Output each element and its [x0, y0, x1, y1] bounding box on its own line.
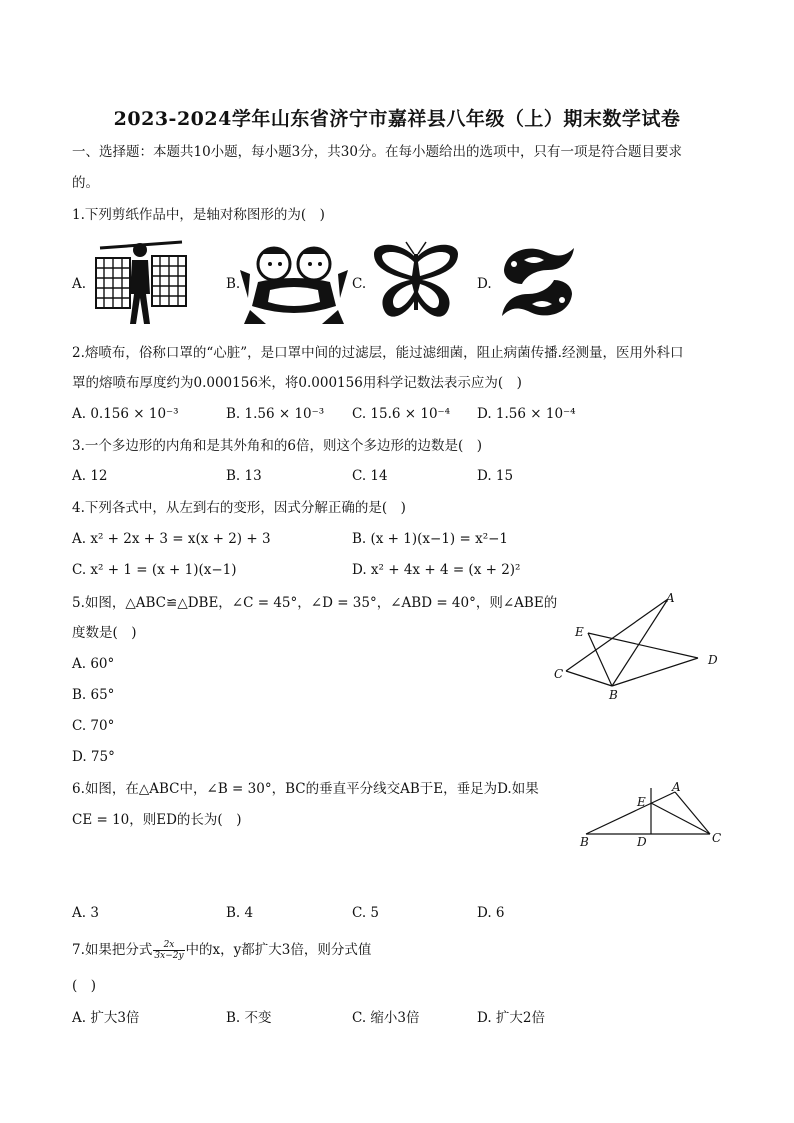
q7-fraction [153, 940, 184, 961]
q4-option-a: A. x² + 2x + 3 = x(x + 2) + 3 [72, 531, 271, 547]
q7-option-d: D. 扩大2倍 [477, 1010, 546, 1026]
q3-stem: 3.一个多边形的内角和是其外角和的6倍，则这个多边形的边数是( ) [72, 438, 483, 454]
q4-option-d: D. x² + 4x + 4 = (x + 2)² [352, 562, 521, 578]
q1-option-d-label: D. [477, 276, 492, 292]
q6-option-b: B. 4 [226, 905, 254, 921]
q2-option-b: B. 1.56 × 10⁻³ [226, 406, 325, 422]
segment-bd [612, 658, 698, 686]
point-label-d: D [637, 835, 647, 849]
q3-option-c: C. 14 [352, 468, 388, 484]
q4-option-b: B. (x + 1)(x−1) = x²−1 [352, 531, 509, 547]
point-label-b: B [580, 835, 589, 849]
segment-ec [651, 803, 710, 834]
q2-option-a: A. 0.156 × 10⁻³ [72, 406, 179, 422]
point-label-c: C [554, 667, 564, 681]
q7-fraction-numerator: 2x [153, 940, 184, 951]
q2-stem-line2: 罩的熔喷布厚度约为0.000156米，将0.000156用科学记数法表示应为( ) [72, 375, 522, 391]
q6-option-d: D. 6 [477, 905, 505, 921]
section-heading-line2: 的。 [72, 175, 99, 191]
q7-stem-suffix: 中的x，y都扩大3倍，则分式值 [185, 942, 372, 958]
q7-option-c: C. 缩小3倍 [352, 1010, 420, 1026]
q1-option-c-label: C. [352, 276, 367, 292]
q3-option-d: D. 15 [477, 468, 514, 484]
q5-triangle-figure [548, 590, 730, 702]
q6-stem-line1: 6.如图，在△ABC中，∠B = 30°，BC的垂直平分线交AB于E，垂足为D.如果 [72, 781, 539, 797]
q5-option-d: D. 75° [72, 749, 115, 765]
segment-cb [566, 671, 612, 686]
segment-ba [586, 792, 675, 834]
q7-stem-line2: ( ) [72, 978, 97, 994]
q2-option-d: D. 1.56 × 10⁻⁴ [477, 406, 576, 422]
q4-option-c: C. x² + 1 = (x + 1)(x−1) [72, 562, 237, 578]
q1-option-b-label: B. [226, 276, 241, 292]
q4-stem: 4.下列各式中，从左到右的变形，因式分解正确的是( ) [72, 500, 406, 516]
point-label-a: A [666, 591, 675, 605]
q5-option-a: A. 60° [72, 656, 115, 672]
papercut-two-fish-image [496, 240, 580, 324]
q5-option-b: B. 65° [72, 687, 115, 703]
q5-stem-line1: 5.如图，△ABC≌△DBE，∠C = 45°，∠D = 35°，∠ABD = 40°，则∠ABE的 [72, 595, 558, 611]
q7-fraction-denominator: 3x−2y [154, 951, 184, 961]
papercut-porter-image [90, 236, 190, 328]
segment-ac [675, 792, 710, 834]
q7-option-a: A. 扩大3倍 [72, 1010, 140, 1026]
q7-stem-line1 [72, 940, 371, 961]
point-label-e: E [637, 795, 646, 809]
q6-option-a: A. 3 [72, 905, 99, 921]
q6-option-c: C. 5 [352, 905, 380, 921]
q3-option-a: A. 12 [72, 468, 108, 484]
point-label-b: B [609, 688, 618, 702]
q6-stem-line2: CE = 10，则ED的长为( ) [72, 812, 242, 828]
papercut-butterfly-image [370, 240, 462, 326]
q2-stem-line1: 2.熔喷布，俗称口罩的“心脏”，是口罩中间的过滤层，能过滤细菌，阻止病菌传播.经测量，医用外科口 [72, 345, 684, 361]
segment-ab [612, 599, 668, 686]
q5-stem-line2: 度数是( ) [72, 625, 137, 641]
q5-option-c: C. 70° [72, 718, 115, 734]
section-heading-line1: 一、选择题：本题共10小题，每小题3分，共30分。在每小题给出的选项中，只有一项是符合题目要求 [72, 144, 682, 160]
q1-stem: 1.下列剪纸作品中，是轴对称图形的为( ) [72, 207, 325, 223]
page-title: 2023-2024学年山东省济宁市嘉祥县八年级（上）期末数学试卷 [113, 108, 681, 130]
q7-option-b: B. 不变 [226, 1010, 272, 1026]
q3-option-b: B. 13 [226, 468, 262, 484]
papercut-two-children-image [240, 240, 348, 324]
point-label-a: A [672, 780, 681, 794]
point-label-c: C [712, 831, 722, 845]
q6-triangle-figure [574, 776, 730, 852]
q2-option-c: C. 15.6 × 10⁻⁴ [352, 406, 451, 422]
point-label-e: E [575, 625, 584, 639]
point-label-d: D [708, 653, 718, 667]
q7-stem-prefix: 7.如果把分式 [72, 942, 153, 958]
q1-option-a-label: A. [72, 276, 87, 292]
